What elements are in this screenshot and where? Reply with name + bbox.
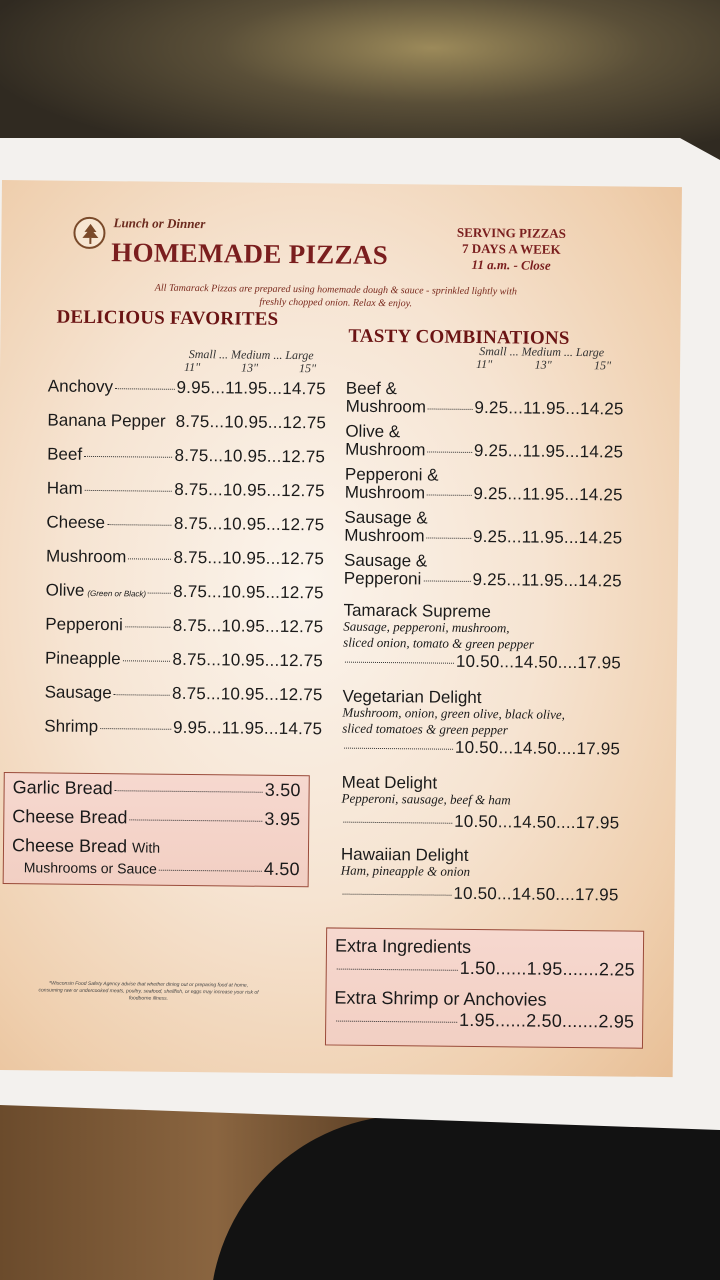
item-name: Cheese [46,512,106,533]
breads-box [3,772,310,887]
item-description: Mushroom, onion, green olive, black olive, [342,704,566,722]
list-item-line2 [12,856,300,880]
item-line [346,397,624,420]
item-description: Sausage, pepperoni, mushroom, [343,618,510,636]
list-item [45,614,323,651]
size-large-inches: 15" [298,361,317,376]
leader-dots [115,790,263,793]
serving-hours-block [421,224,601,274]
item-prices: 8.75...10.95...12.75 [173,581,324,603]
combinations-size-labels: Small ... Medium ... Large [479,344,605,360]
item-prices: 9.25...11.95...14.25 [474,397,624,419]
list-item [46,512,324,549]
item-prices: 8.75...10.95...12.75 [175,411,327,433]
item-name: Banana Pepper [47,410,166,431]
item-name: Extra Ingredients [334,935,472,957]
size-large-inches: 15" [593,358,612,373]
item-line [344,526,622,549]
list-item [12,835,300,859]
list-item [12,777,300,809]
item-name-2: Mushroom [344,482,426,503]
item-name: Hawaiian Delight [340,844,469,865]
list-item [48,376,326,413]
leader-dots [128,558,171,559]
list-item [335,935,636,990]
list-item [44,716,322,753]
item-name: Sausage [44,682,112,703]
item-name-2: Mushroom [344,525,425,546]
item-prices: 10.50...14.50....17.95 [454,737,621,759]
item-prices: 10.50...14.50....17.95 [453,883,619,905]
list-item [47,410,325,447]
item-name: Ham [46,478,83,498]
item-line [334,1009,634,1033]
item-extra: Mushrooms or Sauce [23,859,157,877]
favorites-size-labels: Small ... Medium ... Large [188,346,314,363]
leader-dots [337,969,458,971]
leader-dots [344,748,453,750]
item-name-2: Mushroom [345,396,427,417]
leader-dots [159,870,262,872]
item-name: Pepperoni & [344,464,439,485]
leader-dots [343,822,452,824]
item-name: Mushroom [45,546,127,567]
food-safety-note: *Wisconsin Food Safety Agency advise that whether dining out or preparing food at home, consuming raw or undercooked meats, poultry, seafood, shellfish, or eggs may increase your risk of foodborne illness. [38,980,259,1002]
specialty-item [341,774,620,849]
item-prices: 8.75...10.95...12.75 [174,479,325,501]
list-item [47,478,325,515]
item-name: Garlic Bread [12,777,113,799]
item-name-2: Mushroom [345,439,426,460]
list-item [45,580,323,617]
size-medium-inches: 13" [534,357,552,372]
item-extra: With [132,839,161,856]
menu-sheet [0,180,682,1077]
item-line [340,883,618,906]
item-name: Extra Shrimp or Anchovies [334,987,547,1010]
item-name: Olive [45,580,85,600]
favorites-size-header [176,348,326,376]
serving-line-2: 7 DAYS A WEEK [461,240,561,257]
item-name: Vegetarian Delight [342,686,482,708]
size-small-inches: 11" [476,356,493,372]
item-prices: 8.75...10.95...12.75 [174,445,326,467]
item-prices: 9.95...11.95...14.75 [172,717,323,739]
leader-dots [115,388,175,390]
item-name: Meat Delight [341,772,438,793]
leader-dots [129,819,262,821]
leader-dots [343,894,452,896]
tree-logo-icon [73,217,105,249]
serving-hours: 11 a.m. - Close [471,256,551,273]
item-prices: 9.25...11.95...14.25 [473,483,623,505]
item-line [345,440,623,463]
list-item [12,806,300,838]
item-name: Sausage & [344,507,428,528]
item-description: sliced onion, tomato & green pepper [343,634,535,652]
item-name: Pepperoni [45,614,123,635]
item-prices: 8.75...10.95...12.75 [172,683,323,705]
leader-dots [123,660,171,662]
leader-dots [148,593,171,594]
item-name: Cheese Bread [12,806,128,828]
combinations-list [340,380,624,921]
list-item [46,546,324,583]
leader-dots [427,451,471,452]
leader-dots [100,728,171,730]
size-medium-inches: 13" [241,360,259,375]
specialty-item [343,602,622,691]
item-name: Beef [47,444,83,464]
item-name: Anchovy [47,376,114,397]
item-name-2: Pepperoni [343,568,422,589]
leader-dots [125,626,171,627]
item-prices: 10.50...14.50....17.95 [455,651,622,673]
table-surface [0,0,720,160]
item-description: sliced tomatoes & green pepper [342,720,508,738]
item-name: Shrimp [44,716,99,737]
item-prices: 1.50......1.95.......2.25 [459,957,635,980]
favorites-title: DELICIOUS FAVORITES [56,306,279,330]
lunch-dinner-subtitle: Lunch or Dinner [113,215,206,232]
item-price: 4.50 [263,858,300,880]
item-line [343,651,621,674]
item-price: 3.95 [264,808,301,830]
extras-box [325,927,644,1048]
item-prices: 10.50...14.50....17.95 [454,811,620,833]
item-line [344,569,622,592]
item-note: (Green or Black) [87,588,147,599]
item-prices: 9.25...11.95...14.25 [473,440,624,462]
leader-dots [427,537,471,538]
leader-dots [107,524,172,526]
item-line [345,483,623,506]
serving-line-1: SERVING PIZZAS [456,224,567,241]
leader-dots [85,490,173,492]
leader-dots [428,408,472,409]
item-prices: 9.25...11.95...14.25 [472,526,623,548]
item-price: 3.50 [264,779,301,801]
item-name: Beef & [345,378,397,399]
item-prices: 9.95...11.95...14.75 [176,377,326,399]
page-title: HOMEMADE PIZZAS [111,237,389,271]
tagline: All Tamarack Pizzas are prepared using homemade dough & sauce - sprinkled lightly with freshly chopped onion. Relax & enjoy. [154,282,517,310]
list-item [334,987,634,1033]
item-line [335,957,635,981]
list-item [344,509,622,555]
leader-dots [345,662,454,664]
combinations-title: TASTY COMBINATIONS [348,325,570,349]
list-item [345,423,623,469]
leader-dots [427,494,471,495]
list-item [344,552,623,605]
combinations-size-header [464,345,619,373]
item-name: Sausage & [343,550,428,571]
list-item [44,682,322,719]
list-item [345,380,623,426]
item-name: Cheese Bread [11,835,128,857]
specialty-item [340,846,619,921]
item-name: Pineapple [44,648,121,669]
item-description: Pepperoni, sausage, beef & ham [341,790,511,808]
item-prices: 8.75...10.95...12.75 [172,649,324,671]
favorites-list [44,376,326,753]
leader-dots [336,1021,457,1023]
item-prices: 8.75...10.95...12.75 [173,547,325,569]
leader-dots [84,456,173,458]
leader-dots [423,580,470,581]
item-line [341,811,619,834]
list-item [45,648,323,685]
item-name: Tamarack Supreme [343,600,491,622]
size-small-inches: 11" [183,359,201,375]
specialty-item [342,688,621,777]
item-prices: 9.25...11.95...14.25 [472,569,622,591]
item-line [342,737,620,760]
leader-dots [114,694,170,696]
item-prices: 8.75...10.95...12.75 [173,513,325,535]
item-name: Olive & [345,421,401,442]
item-prices: 1.95......2.50.......2.95 [459,1009,635,1032]
item-prices: 8.75...10.95...12.75 [172,615,324,637]
list-item [47,444,325,481]
list-item [345,466,623,512]
item-description: Ham, pineapple & onion [340,862,471,879]
